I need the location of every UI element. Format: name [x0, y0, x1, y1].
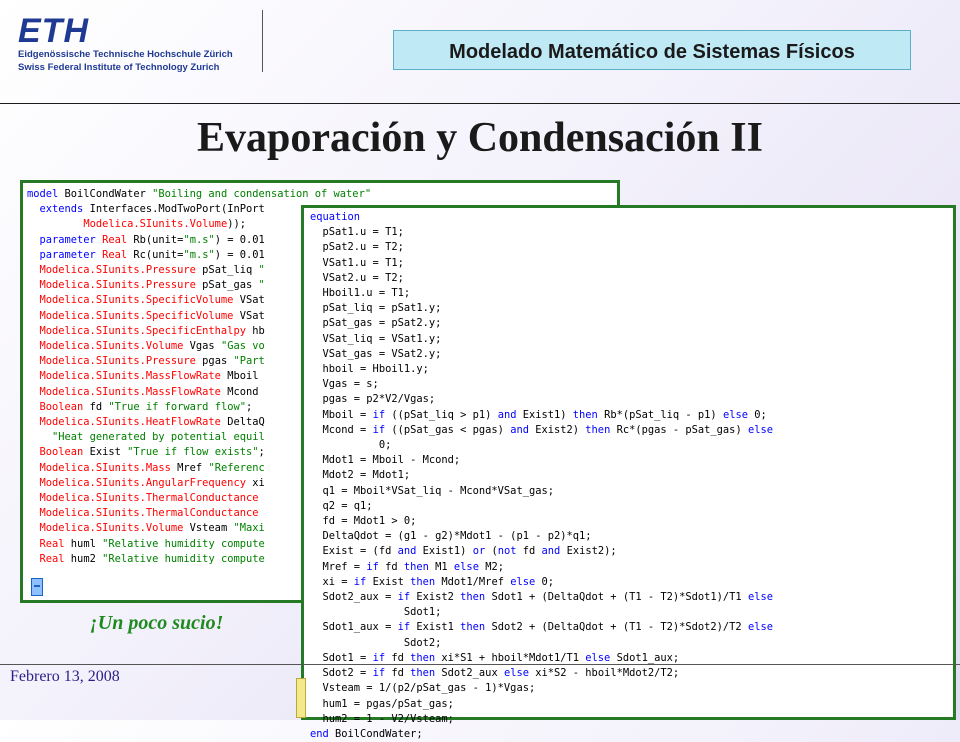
code-token [27, 203, 40, 215]
code-panel-equations [301, 205, 956, 740]
eth-logo-mark: ETH [18, 12, 89, 50]
code-token: Interfaces.ModTwoPort(InPort [83, 203, 265, 216]
code-token: "Maxi [233, 522, 265, 535]
code-token: Real [102, 248, 128, 261]
code-token [27, 234, 40, 246]
code-token: Exist1) [416, 545, 473, 558]
code-token: Rc(unit= [127, 248, 184, 261]
code-token: hum1 = pgas/pSat_gas; [310, 697, 454, 710]
code-token: Modelica.SIunits.Volume [39, 340, 184, 353]
code-token: xi = [310, 575, 354, 588]
document-icon [31, 578, 43, 596]
code-token: Modelica.SIunits.Pressure [39, 264, 196, 277]
code-token: if [372, 423, 386, 436]
code-token: M2; [478, 560, 504, 573]
code-line [310, 529, 953, 544]
code-token: Sdot2_aux [435, 667, 504, 680]
code-line [310, 712, 953, 727]
course-title: Modelado Matemático de Sistemas Físicos [449, 41, 855, 63]
code-token: " [258, 279, 265, 292]
code-token [27, 355, 40, 367]
code-token: DeltaQ [220, 416, 265, 429]
code-line [310, 286, 953, 301]
code-token: 0; [310, 439, 392, 452]
code-token: not [497, 545, 517, 558]
code-token [27, 325, 40, 337]
code-token: then [410, 651, 436, 664]
code-token: Sdot1 = [310, 651, 373, 664]
code-token: Real [39, 537, 65, 550]
code-token: if [372, 651, 386, 664]
code-token [27, 264, 40, 276]
code-line [310, 210, 953, 225]
code-token: fd [385, 651, 411, 664]
code-token: Mboil = [310, 408, 373, 421]
code-token: Modelica.SIunits.SpecificVolume [39, 309, 234, 322]
code-token: Exist = (fd [310, 545, 398, 558]
code-token: then [460, 621, 486, 634]
code-token: fd [385, 667, 411, 680]
code-token: else [510, 575, 536, 588]
code-token [27, 294, 40, 306]
code-token: pSat_gas = pSat2.y; [310, 317, 442, 330]
code-token: )); [227, 218, 246, 231]
code-listing-equations [304, 208, 953, 742]
code-token: q2 = q1; [310, 499, 373, 512]
code-token: huml [64, 537, 103, 550]
code-token: ) = 0.01 [214, 233, 265, 246]
code-token: VSat_liq = VSat1.y; [310, 332, 442, 345]
code-token: Exist2 [410, 591, 461, 604]
code-token: extends [39, 203, 84, 216]
code-token [27, 492, 40, 504]
code-token: else [747, 423, 773, 436]
code-token [27, 249, 40, 261]
code-token: then [403, 560, 429, 573]
code-token: Real [102, 233, 128, 246]
code-token: "Relative humidity compute [102, 552, 265, 565]
code-token: DeltaQdot = (g1 - g2)*Mdot1 - (p1 - p2)*q1; [310, 530, 592, 543]
code-token: parameter [39, 233, 96, 246]
code-token: "Gas vo [220, 340, 265, 353]
code-token: Exist1 [410, 621, 461, 634]
code-token [27, 416, 40, 428]
code-token: if [366, 560, 379, 573]
code-line [310, 362, 953, 377]
code-token: Modelica.SIunits.MassFlowRate [39, 370, 221, 383]
code-token: equation [310, 211, 361, 223]
code-token: Real [39, 552, 65, 565]
code-token: VSat [233, 294, 265, 307]
header-divider [262, 10, 263, 72]
code-token: Modelica.SIunits.Volume [83, 218, 228, 231]
eth-logo-line-2: Swiss Federal Institute of Technology Zurich [18, 62, 220, 73]
code-line [310, 575, 953, 590]
code-token: Exist1) [516, 408, 573, 421]
code-token [27, 386, 40, 398]
code-token: M1 [428, 560, 454, 573]
code-token: model [27, 188, 59, 200]
code-token: parameter [39, 248, 96, 261]
code-token: Mdot2 = Mdot1; [310, 469, 411, 482]
code-token: "Boiling and condensation of water" [152, 188, 372, 200]
code-token [27, 522, 40, 534]
code-token: fd [83, 400, 109, 413]
code-token: Sdot1_aux = [310, 621, 398, 634]
code-line [310, 666, 953, 681]
code-token: pSat2.u = T2; [310, 241, 404, 254]
code-token: Sdot2; [310, 636, 442, 649]
code-token: Sdot2 = [310, 667, 373, 680]
code-token: and [541, 545, 561, 558]
code-token [27, 507, 40, 519]
code-token: else [503, 667, 529, 680]
footer-date: Febrero 13, 2008 [10, 668, 120, 685]
code-line [310, 453, 953, 468]
code-token: Sdot1; [310, 606, 442, 619]
code-token: else [747, 591, 773, 604]
code-token: pSat_liq [195, 264, 259, 277]
code-token: or [472, 545, 486, 558]
code-token: "m.s" [183, 248, 215, 261]
code-token: Mcond = [310, 423, 373, 436]
code-token: xi*S1 + hboil*Mdot1/T1 [435, 651, 586, 664]
code-token: fd [378, 560, 404, 573]
code-token: Vgas = s; [310, 378, 379, 391]
code-token: "Heat generated by potential equil [52, 431, 265, 444]
code-token: Sdot1 + (DeltaQdot + (T1 - T2)*Sdot1)/T1 [485, 591, 748, 604]
code-token: Modelica.SIunits.ThermalConductance [39, 492, 259, 505]
code-line [310, 499, 953, 514]
code-token [27, 310, 40, 322]
code-token: Boolean [39, 400, 84, 413]
code-line [310, 544, 953, 559]
code-line [310, 392, 953, 407]
code-token: Modelica.SIunits.SpecificVolume [39, 294, 234, 307]
code-line [27, 187, 617, 202]
eth-logo-line-1: Eidgenössische Technische Hochschule Zürich [18, 49, 233, 60]
code-token: Modelica.SIunits.Pressure [39, 355, 196, 368]
code-token: then [572, 408, 598, 421]
code-token: Vgas [183, 340, 221, 353]
code-token [27, 218, 83, 230]
code-token: Mref [170, 461, 209, 474]
code-line [310, 316, 953, 331]
code-token: pgas [195, 355, 234, 368]
code-line [310, 727, 953, 742]
code-token: Modelica.SIunits.Pressure [39, 279, 196, 292]
code-token: and [510, 423, 529, 436]
header-rule [0, 103, 960, 104]
code-token: if [372, 667, 386, 680]
code-token: else [722, 408, 748, 421]
code-token [27, 446, 40, 458]
code-line [310, 681, 953, 696]
footer-rule [0, 664, 960, 665]
code-token: Boolean [39, 446, 84, 459]
code-line [310, 423, 953, 438]
code-token: Exist2); [560, 545, 617, 558]
code-token: ) = 0.01 [214, 248, 265, 261]
code-token: else [747, 621, 773, 634]
code-token: Mdot1/Mref [435, 575, 511, 588]
code-token: Vsteam = 1/(p2/pSat_gas - 1)*Vgas; [310, 682, 536, 695]
code-line [310, 332, 953, 347]
code-token: VSat1.u = T1; [310, 256, 404, 269]
code-token: Mdot1 = Mboil - Mcond; [310, 454, 461, 467]
code-token: Modelica.SIunits.ThermalConductance [39, 507, 259, 520]
code-token: hum2 [64, 552, 103, 565]
code-token: if [397, 591, 411, 604]
code-token: ; [245, 400, 253, 413]
eth-logo [18, 14, 248, 74]
code-token: "True if forward flow" [108, 400, 246, 413]
code-token [27, 340, 40, 352]
code-token: Modelica.SIunits.AngularFrequency [39, 476, 246, 489]
code-token: "Referenc [208, 461, 265, 474]
code-token: if [397, 621, 411, 634]
code-line [310, 620, 953, 635]
code-token: hum2 = 1 - V2/Vsteam; [310, 712, 454, 725]
code-token [27, 477, 40, 489]
code-token: "True if flow exists" [127, 446, 259, 459]
code-line [310, 240, 953, 255]
code-token: "Part [233, 355, 265, 368]
code-token: hboil = Hboil1.y; [310, 363, 429, 376]
code-token [27, 462, 40, 474]
code-line [310, 484, 953, 499]
code-token: if [353, 575, 367, 588]
code-token: Sdot2_aux = [310, 591, 398, 604]
code-token [27, 553, 40, 565]
code-token: pSat_liq = pSat1.y; [310, 302, 442, 315]
code-token [27, 370, 40, 382]
code-token: xi*S2 - hboil*Mdot2/T2; [529, 667, 680, 680]
code-token: then [585, 423, 611, 436]
code-token: 0; [747, 408, 767, 421]
slide-title: Evaporación y Condensación II [197, 115, 763, 161]
code-token [27, 431, 52, 443]
code-token: pgas = p2*V2/Vgas; [310, 393, 436, 406]
code-token: pSat_gas [195, 279, 259, 292]
code-line [310, 636, 953, 651]
code-token: "Relative humidity compute [102, 537, 265, 550]
code-token [27, 538, 40, 550]
code-line [310, 256, 953, 271]
code-token: ((pSat_gas < pgas) [385, 423, 511, 436]
code-token: Exist [83, 446, 128, 459]
code-token: Mref = [310, 560, 367, 573]
code-line [310, 271, 953, 286]
code-token: VSat [233, 309, 265, 322]
code-token: Mboil [220, 370, 259, 383]
code-line [310, 697, 953, 712]
code-token: Modelica.SIunits.Mass [39, 461, 171, 474]
code-token: Rc*(pgas - pSat_gas) [610, 423, 748, 436]
code-token: else [585, 651, 611, 664]
code-token: ((pSat_liq > p1) [385, 408, 498, 421]
code-token: xi [245, 476, 265, 489]
code-token: then [460, 591, 486, 604]
slide-caption: ¡Un poco sucio! [90, 612, 224, 634]
code-line [310, 560, 953, 575]
code-token: BoilCondWater; [328, 727, 423, 740]
code-token: then [410, 667, 436, 680]
code-token: and [497, 408, 517, 421]
code-token: then [410, 575, 436, 588]
code-token: fd [516, 545, 542, 558]
code-token: hb [245, 324, 265, 337]
code-line [310, 377, 953, 392]
code-line [310, 301, 953, 316]
code-token [27, 279, 40, 291]
code-line [310, 347, 953, 362]
footer-tab [296, 678, 306, 718]
code-token: Rb*(pSat_liq - p1) [597, 408, 723, 421]
code-token: fd = Mdot1 > 0; [310, 515, 417, 528]
code-token: Sdot2 + (DeltaQdot + (T1 - T2)*Sdot2)/T2 [485, 621, 748, 634]
code-token: Vsteam [183, 522, 234, 535]
code-token: Exist [366, 575, 411, 588]
code-line [310, 514, 953, 529]
code-token: VSat_gas = VSat2.y; [310, 347, 442, 360]
code-token: ; [258, 446, 265, 459]
code-token: Modelica.SIunits.MassFlowRate [39, 385, 221, 398]
code-token: Modelica.SIunits.Volume [39, 522, 184, 535]
code-token: and [397, 545, 417, 558]
code-token: 0; [535, 575, 555, 588]
code-token: Hboil1.u = T1; [310, 287, 411, 300]
code-token: q1 = Mboil*VSat_liq - Mcond*VSat_gas; [310, 484, 554, 497]
code-line [310, 438, 953, 453]
code-token: BoilCondWater [58, 188, 153, 200]
code-token: Exist2) [528, 423, 586, 436]
code-token: VSat2.u = T2; [310, 271, 404, 284]
code-token: Mcond [220, 385, 259, 398]
code-token: Sdot1_aux; [610, 651, 680, 664]
code-line [310, 408, 953, 423]
code-token: Rb(unit= [127, 233, 184, 246]
code-line [310, 468, 953, 483]
code-token: end [310, 727, 329, 740]
code-line [310, 605, 953, 620]
code-line [310, 225, 953, 240]
code-token: "m.s" [183, 233, 215, 246]
code-token: else [453, 560, 479, 573]
code-line [310, 590, 953, 605]
code-token: ( [485, 545, 498, 558]
code-token: Modelica.SIunits.SpecificEnthalpy [39, 324, 246, 337]
code-token: pSat1.u = T1; [310, 226, 404, 239]
code-token [27, 401, 40, 413]
code-token: if [372, 408, 386, 421]
code-token: Modelica.SIunits.HeatFlowRate [39, 416, 221, 429]
code-token: " [258, 264, 265, 277]
